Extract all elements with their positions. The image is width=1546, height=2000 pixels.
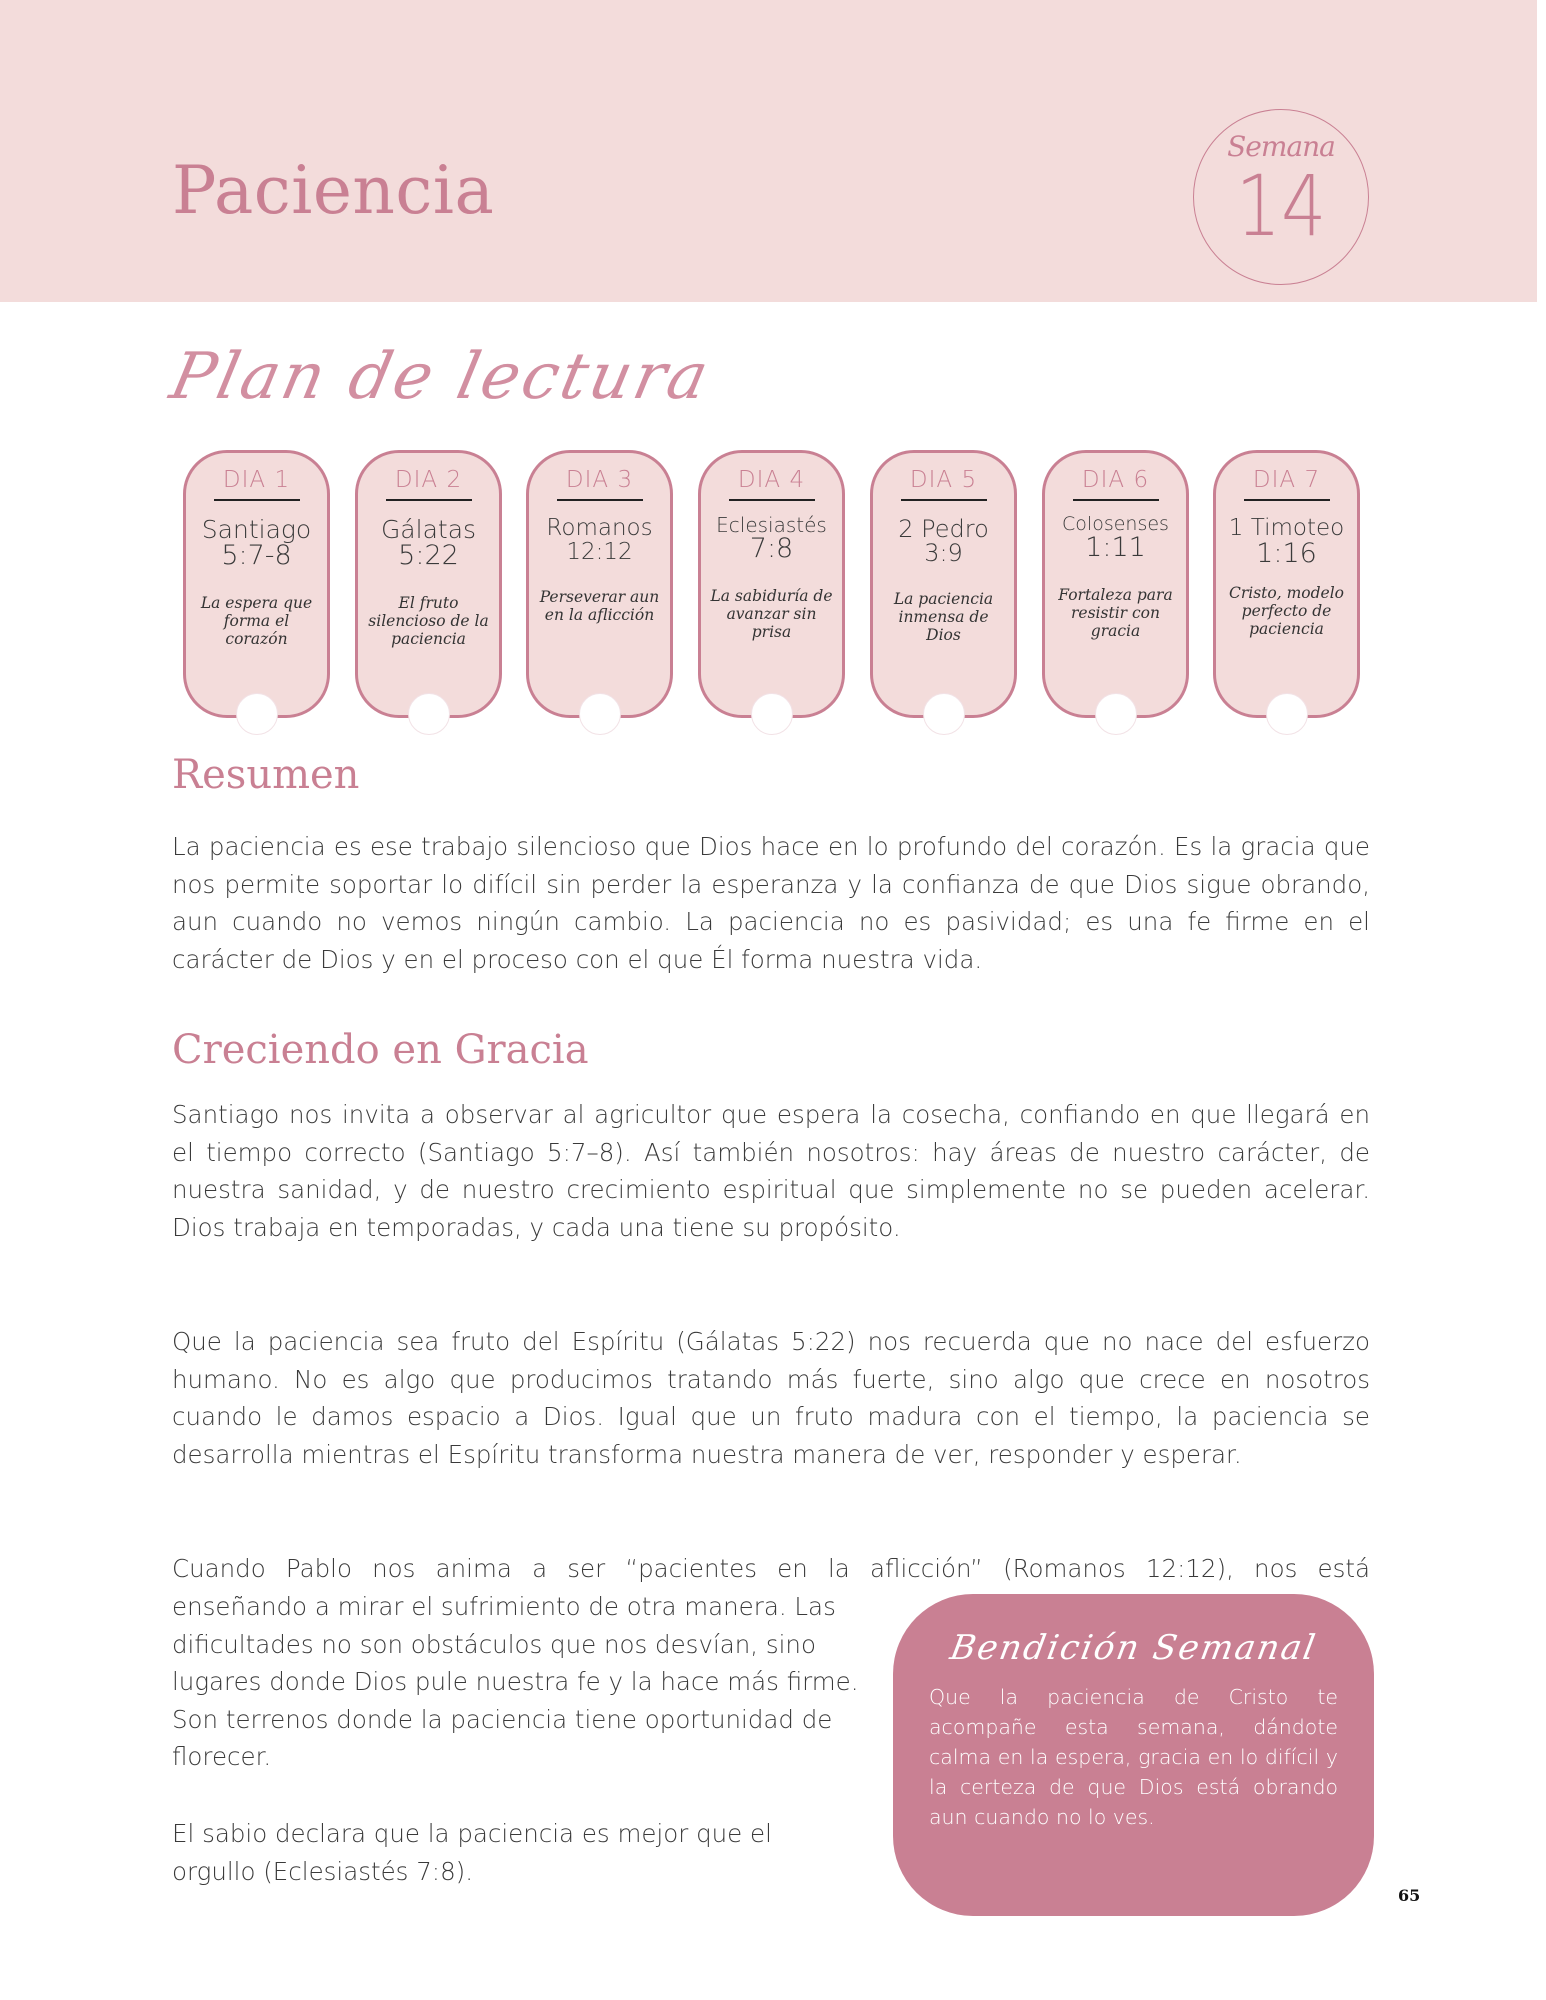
creciendo-paragraph-3-rest xyxy=(172,1588,862,1776)
page-number: 65 xyxy=(1398,1886,1421,1905)
verse-ref: 12:12 xyxy=(566,539,633,565)
day-label: DIA 2 xyxy=(394,467,463,493)
day-theme: La paciencia inmensa de Dios xyxy=(893,590,994,645)
resumen-body xyxy=(172,828,1370,978)
book-name: Colosenses xyxy=(1062,513,1169,535)
week-number: 14 xyxy=(1235,157,1327,255)
day-label: DIA 3 xyxy=(565,467,634,493)
weekly-blessing-box xyxy=(893,1594,1374,1916)
day-theme: El fruto silencioso de la paciencia xyxy=(368,594,489,649)
day-label: DIA 4 xyxy=(737,467,806,493)
verse-ref: 3:9 xyxy=(924,539,963,567)
divider xyxy=(214,499,300,501)
notch-circle-icon xyxy=(1095,693,1137,735)
day-card-2 xyxy=(355,450,502,718)
week-badge xyxy=(1193,109,1369,285)
divider xyxy=(386,499,472,501)
day-card-1 xyxy=(183,450,330,718)
day-card-5 xyxy=(870,450,1017,718)
day-label: DIA 6 xyxy=(1081,467,1150,493)
creciendo-paragraph-1 xyxy=(172,1096,1370,1246)
day-label: DIA 5 xyxy=(909,467,978,493)
notch-circle-icon xyxy=(751,693,793,735)
divider xyxy=(901,499,987,501)
book-name: Gálatas xyxy=(380,515,477,544)
day-theme: La espera que forma el corazón xyxy=(200,594,313,649)
day-theme: Cristo, modelo perfecto de paciencia xyxy=(1228,584,1344,639)
notch-circle-icon xyxy=(579,693,621,735)
resumen-title: Resumen xyxy=(172,752,360,798)
divider xyxy=(729,499,815,501)
notch-circle-icon xyxy=(923,693,965,735)
notch-circle-icon xyxy=(236,693,278,735)
verse-ref: 5:7-8 xyxy=(221,540,292,571)
blessing-title: Bendición Semanal xyxy=(947,1628,1320,1668)
verse-ref: 1:16 xyxy=(1256,538,1317,569)
verse-ref: 5:22 xyxy=(398,540,459,571)
day-card-6 xyxy=(1042,450,1189,718)
day-label: DIA 1 xyxy=(222,467,291,493)
week-label: Semana xyxy=(1227,130,1335,163)
creciendo-paragraph-4 xyxy=(172,1815,862,1890)
divider xyxy=(557,499,643,501)
day-theme: Fortaleza para resistir con gracia xyxy=(1058,586,1173,641)
divider xyxy=(1244,499,1330,501)
paragraph-text: Que la paciencia sea fruto del Espíritu (Gálatas 5:22) nos recuerda que no nace del esfuerzo humano. No es algo que producimos tratando más fuerte, sino algo que crece en nosotros cuando le damos espacio a Dios. Igual que un fruto madura con el tiempo, la paciencia se desarrolla mientras el Espíritu transforma nuestra manera de ver, responder y esperar. xyxy=(172,1327,1370,1469)
day-theme: Perseverar aun en la aflicción xyxy=(539,588,660,625)
day-label: DIA 7 xyxy=(1252,467,1321,493)
divider xyxy=(1073,499,1159,501)
paragraph-text: enseñando a mirar el sufrimiento de otra manera. Las dificultades no son obstáculos que nos desvían, sino lugares donde Dios pule nuestra fe y la hace más firme. Son terrenos donde la paciencia tiene oportunidad de florecer. xyxy=(172,1592,859,1771)
reading-plan-heading: Plan de lectura xyxy=(164,340,718,414)
paragraph-text: El sabio declara que la paciencia es mejor que el orgullo (Eclesiastés 7:8). xyxy=(172,1819,772,1886)
day-card-3 xyxy=(526,450,673,718)
day-card-4 xyxy=(698,450,845,718)
book-name: 2 Pedro xyxy=(898,515,989,543)
resumen-paragraph: La paciencia es ese trabajo silencioso que Dios hace en lo profundo del corazón. Es la gracia que nos permite soportar lo difícil sin perder la esperanza y la confianza de que Dios sigue obrando, aun cuando no vemos ningún cambio. La paciencia no es pasividad; es una fe firme en el carácter de Dios y en el proceso con el que Él forma nuestra vida. xyxy=(172,832,1370,974)
notch-circle-icon xyxy=(408,693,450,735)
book-name: 1 Timoteo xyxy=(1228,515,1345,541)
creciendo-paragraph-2 xyxy=(172,1323,1370,1473)
day-theme: La sabiduría de avanzar sin prisa xyxy=(710,587,833,642)
creciendo-title: Creciendo en Gracia xyxy=(172,1027,589,1073)
day-card-7 xyxy=(1213,450,1360,718)
paragraph-text: Santiago nos invita a observar al agricultor que espera la cosecha, confiando en que llegará en el tiempo correcto (Santiago 5:7–8). Así también nosotros: hay áreas de nuestro carácter, de nuestra sanidad, y de nuestro crecimiento espiritual que simplemente no se pueden acelerar. Dios trabaja en temporadas, y cada una tiene su propósito. xyxy=(172,1100,1370,1242)
book-name: Santiago xyxy=(201,515,312,544)
book-name: Romanos xyxy=(546,515,653,541)
paragraph-text: Cuando Pablo nos anima a ser “pacientes en la aflicción” (Romanos 12:12), nos está xyxy=(172,1554,1370,1583)
verse-ref: 7:8 xyxy=(749,533,794,564)
verse-ref: 1:11 xyxy=(1085,532,1146,563)
notch-circle-icon xyxy=(1266,693,1308,735)
page-title: Paciencia xyxy=(172,152,495,229)
creciendo-paragraph-3-line-1 xyxy=(172,1550,1370,1588)
blessing-text: Que la paciencia de Cristo te acompañe esta semana, dándote calma en la espera, gracia en lo difícil y la certeza de que Dios está obrando aun cuando no lo ves. xyxy=(929,1685,1338,1829)
book-name: Eclesiastés xyxy=(716,513,827,537)
